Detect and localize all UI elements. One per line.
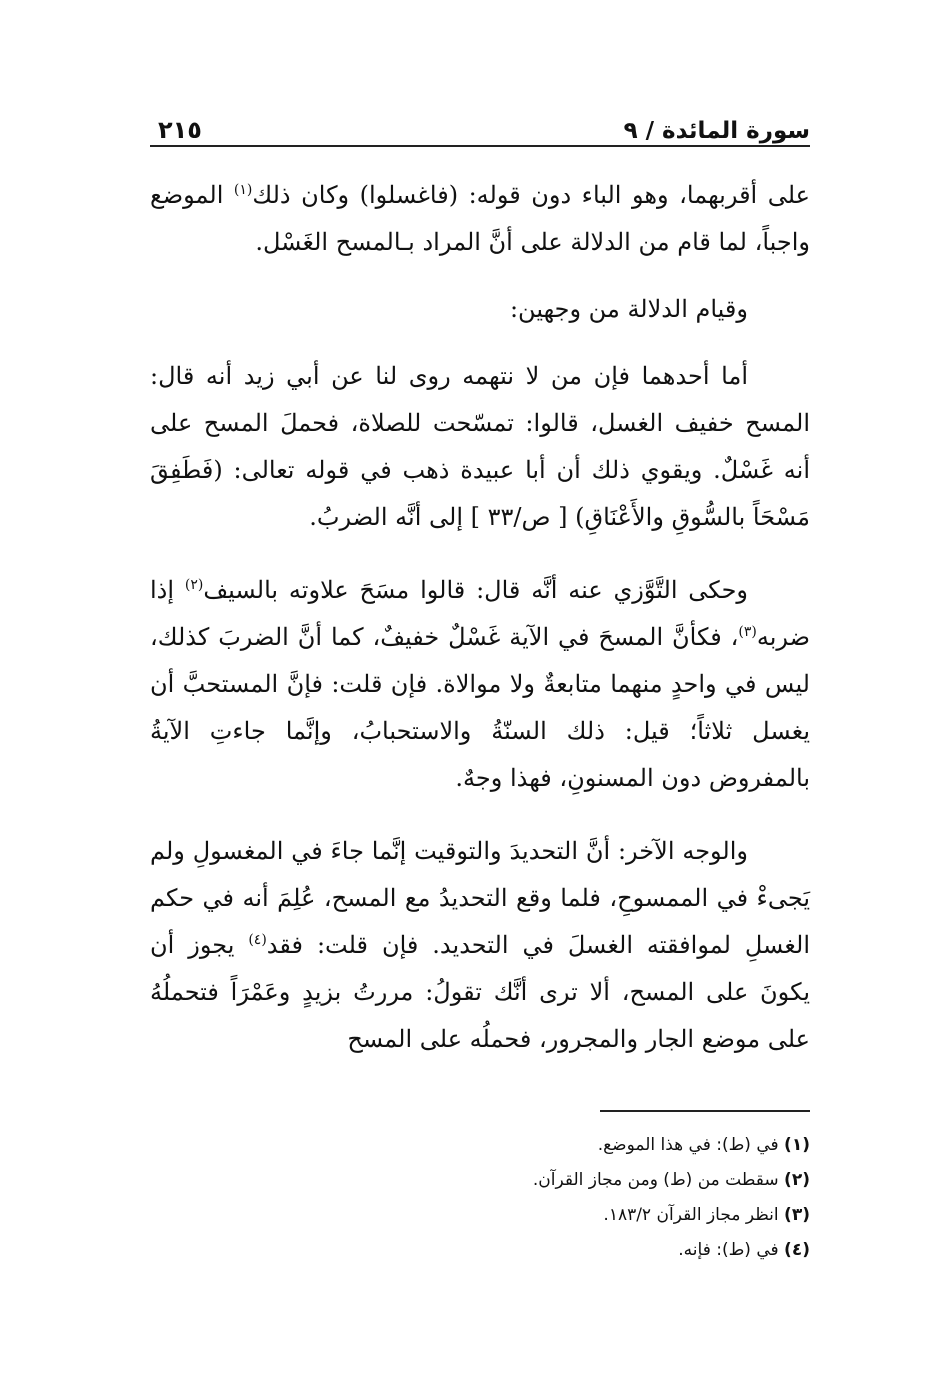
running-header (150, 108, 810, 144)
paragraph-1: على أقربهما، وهو الباء دون قوله: (فاغسلوا) وكان ذلك$^{(١)}$ الموضع واجباً، لما قام من الدلالة على أنَّ المراد بـالمسح الغَسْل. (150, 181, 810, 256)
footnote-item: (١) في (ط): في هذا الموضع. (597, 1135, 810, 1155)
paragraph-5: والوجه الآخر: أنَّ التحديدَ والتوقيت إنَّما جاءَ في المغسولِ ولم يَجىءْ في الممسوحِ، فلما وقع التحديدُ مع المسح، عُلِمَ أنه في حكم الغسلِ لموافقته الغسلَ في التحديد. فإن قلت: فقد$^{(٤)}$ يجوز أن يكونَ على المسح، ألا ترى أنَّك تقولُ: مررتُ بزيدٍ وعَمْرَاً فتحملُهُ على موضع الجار والمجرور، فحملُه على المسح (150, 837, 811, 1053)
footnote-item: (٢) سقطت من (ط) ومن مجاز القرآن. (532, 1170, 810, 1190)
header-divider (150, 145, 810, 147)
chapter-title: سورة المائدة / ٩ (623, 118, 810, 144)
paragraph-2: وقيام الدلالة من وجهين: (509, 295, 748, 323)
paragraph-4: وحكى التَّوَّزي عنه أنَّه قال: قالوا مسَحَ علاوته بالسيف$^{(٢)}$ إذا ضربه$^{(٣)}$، فكأنَّ المسحَ في الآية غَسْلٌ خفيفٌ، كما أنَّ الضربَ كذلك، ليس في واحدٍ منهما متابعةٌ ولا موالاة. فإن قلت: فإنَّ المستحبَّ أن يغسل ثلاثاً؛ قيل: ذلك السنّةُ والاستحبابُ، وإنَّما جاءتِ الآيةُ بالمفروض دون المسنونِ، فهذا وجهٌ. (150, 576, 810, 792)
footnote-ref-3[interactable]: (٣) (738, 624, 757, 640)
footnote-divider (600, 1110, 810, 1112)
footnote-ref-1[interactable]: (١) (233, 182, 253, 198)
footnote-ref-2[interactable]: (٢) (184, 577, 204, 593)
main-text (150, 172, 810, 1089)
footnotes (150, 1128, 810, 1268)
footnote-ref-4[interactable]: (٤) (248, 932, 267, 948)
footnote-item: (٣) انظر مجاز القرآن ١٨٣/٢. (603, 1205, 810, 1225)
paragraph-3: أما أحدهما فإن من لا نتهمه روى لنا عن أبي زيد أنه قال: المسح خفيف الغسل، قالوا: تمسّحت للصلاة، فحملَ المسح على أنه غَسْلٌ. ويقوي ذلك أن أبا عبيدة ذهب في قوله تعالى: (فَطَفِقَ مَسْحَاً بالسُّوقِ والأَعْنَاقِ) [ ص/٣٣ ] إلى أنَّه الضربُ. (150, 362, 810, 531)
footnote-item: (٤) في (ط): فإنه. (678, 1240, 810, 1260)
page-number: ٢١٥ (158, 116, 202, 144)
